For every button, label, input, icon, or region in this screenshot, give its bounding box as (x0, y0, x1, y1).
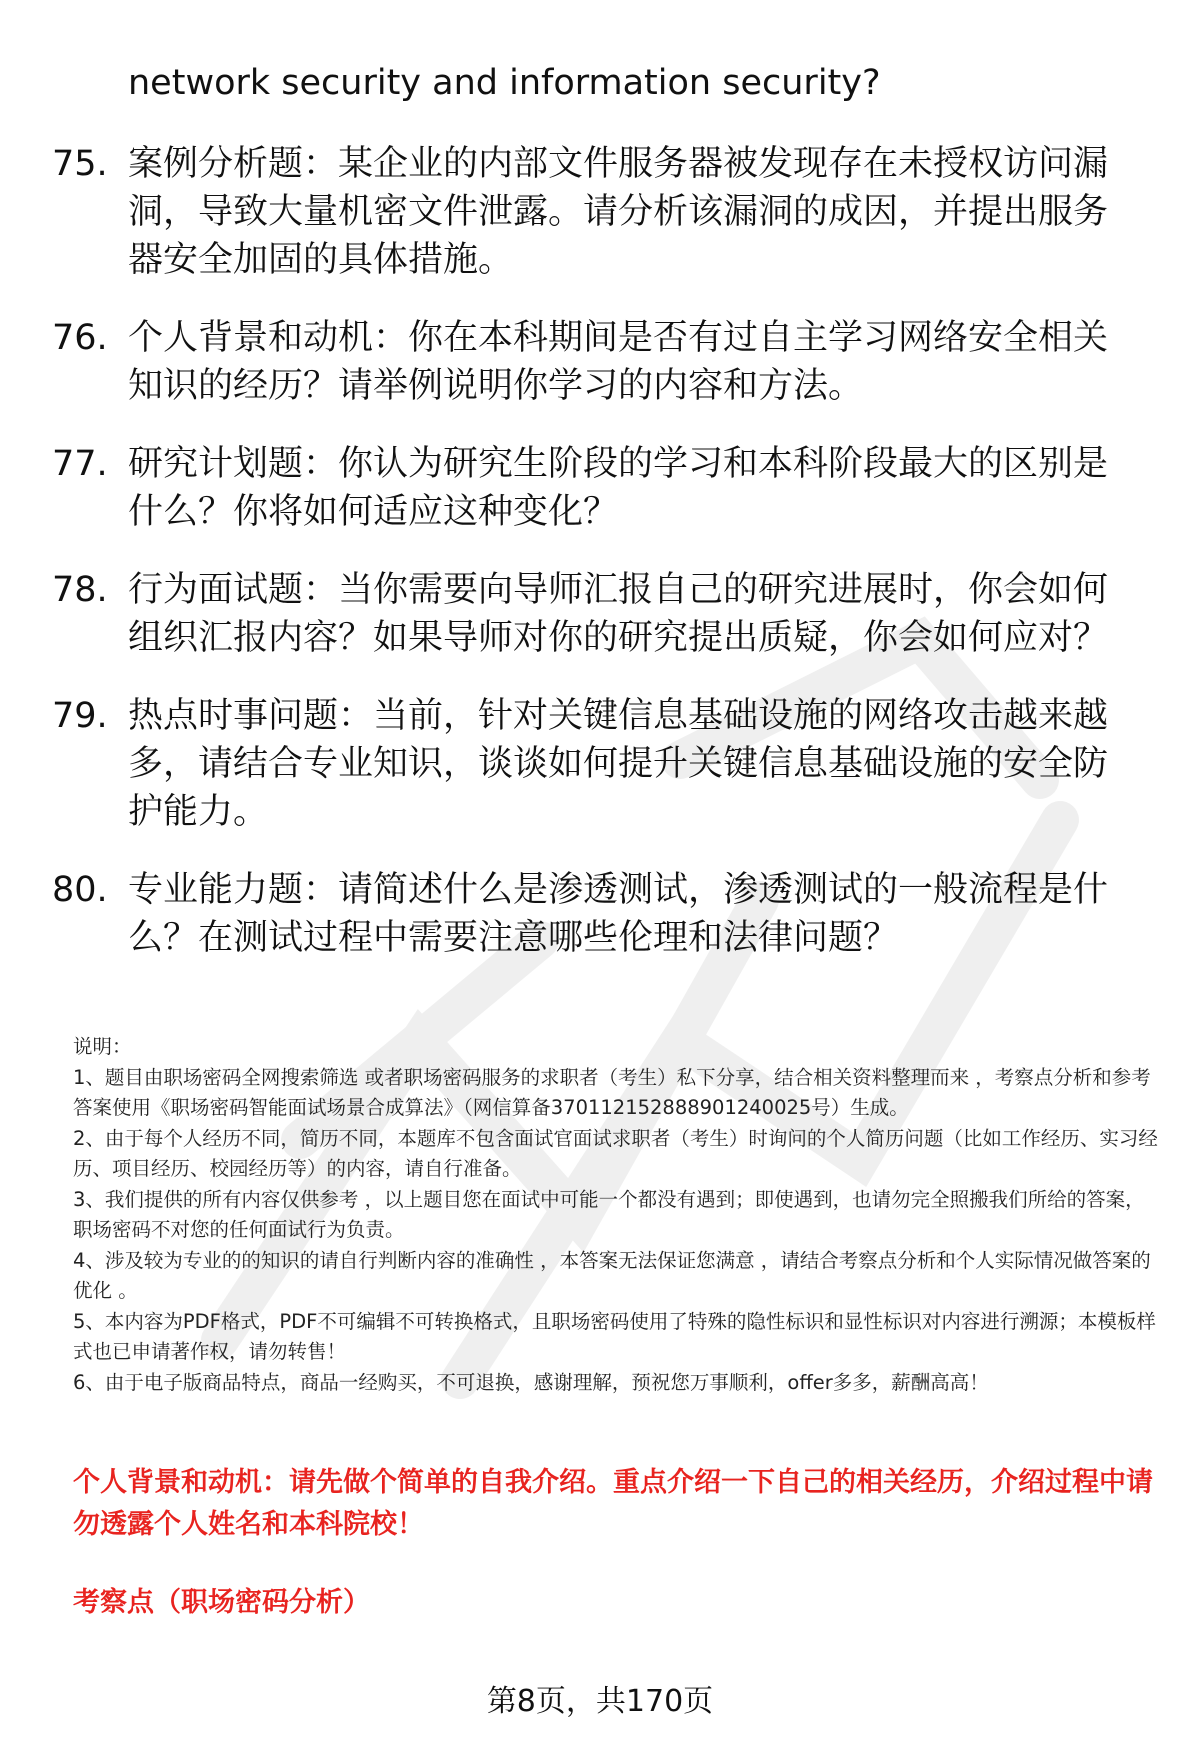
question-text: 个人背景和动机：你在本科期间是否有过自主学习网络安全相关知识的经历？请举例说明你学习的内容和方法。 (128, 318, 1109, 406)
question-number: 79. (52, 696, 108, 736)
note-item: 3、我们提供的所有内容仅供参考 ，以上题目您在面试中可能一个都没有遇到；即使遇到，也请勿完全照搬我们所给的答案，职场密码不对您的任何面试行为负责。 (73, 1187, 1145, 1241)
note-item: 5、本内容为PDF格式，PDF不可编辑不可转换格式，且职场密码使用了特殊的隐性标识和显性标识对内容进行溯源；本模板样式也已申请著作权，请勿转售！ (73, 1309, 1156, 1363)
question-number: 76. (52, 318, 108, 358)
note-item: 6、由于电子版商品特点，商品一经购买，不可退换，感谢理解，预祝您万事顺利，offer多多，薪酬高高！ (73, 1370, 989, 1394)
highlight-question: 个人背景和动机：请先做个简单的自我介绍。重点介绍一下自己的相关经历，介绍过程中请勿透露个人姓名和本科院校！ (73, 1467, 1153, 1540)
question-text: 研究计划题：你认为研究生阶段的学习和本科阶段最大的区别是什么？你将如何适应这种变化？ (128, 444, 1109, 532)
question-text: 专业能力题：请简述什么是渗透测试，渗透测试的一般流程是什么？在测试过程中需要注意哪些伦理和法律问题？ (128, 870, 1109, 958)
note-item: 4、涉及较为专业的的知识的请自行判断内容的准确性 ，本答案无法保证您满意 ，请结合考察点分析和个人实际情况做答案的优化 。 (73, 1248, 1151, 1302)
analysis-heading: 考察点（职场密码分析） (73, 1587, 370, 1618)
question-text: 案例分析题：某企业的内部文件服务器被发现存在未授权访问漏洞，导致大量机密文件泄露。请分析该漏洞的成因，并提出服务器安全加固的具体措施。 (128, 144, 1109, 280)
highlight-section (73, 1462, 1158, 1624)
question-list (52, 140, 1152, 992)
question-number: 75. (52, 144, 108, 184)
note-item: 1、题目由职场密码全网搜索筛选 或者职场密码服务的求职者（考生）私下分享，结合相关资料整理而来 ，考察点分析和参考答案使用《职场密码智能面试场景合成算法》（网信算备370112152888901240025号）生成。 (73, 1065, 1151, 1119)
notes-section (73, 1032, 1158, 1398)
question-item (52, 440, 1152, 536)
continued-question-text: network security and information security? (128, 63, 881, 103)
question-number: 78. (52, 570, 108, 610)
notes-title: 说明： (73, 1035, 132, 1058)
question-item (52, 140, 1152, 284)
question-number: 77. (52, 444, 108, 484)
question-item (52, 566, 1152, 662)
question-item (52, 866, 1152, 962)
question-number: 80. (52, 870, 108, 910)
note-item: 2、由于每个人经历不同，简历不同，本题库不包含面试官面试求职者（考生）时询问的个人简历问题（比如工作经历、实习经历、项目经历、校园经历等）的内容，请自行准备。 (73, 1126, 1158, 1180)
page-footer: 第8页，共170页 (486, 1684, 714, 1719)
question-text: 行为面试题：当你需要向导师汇报自己的研究进展时，你会如何组织汇报内容？如果导师对你的研究提出质疑，你会如何应对？ (128, 570, 1109, 658)
question-text: 热点时事问题：当前，针对关键信息基础设施的网络攻击越来越多，请结合专业知识，谈谈如何提升关键信息基础设施的安全防护能力。 (128, 696, 1109, 832)
question-item (52, 314, 1152, 410)
question-item (52, 692, 1152, 836)
